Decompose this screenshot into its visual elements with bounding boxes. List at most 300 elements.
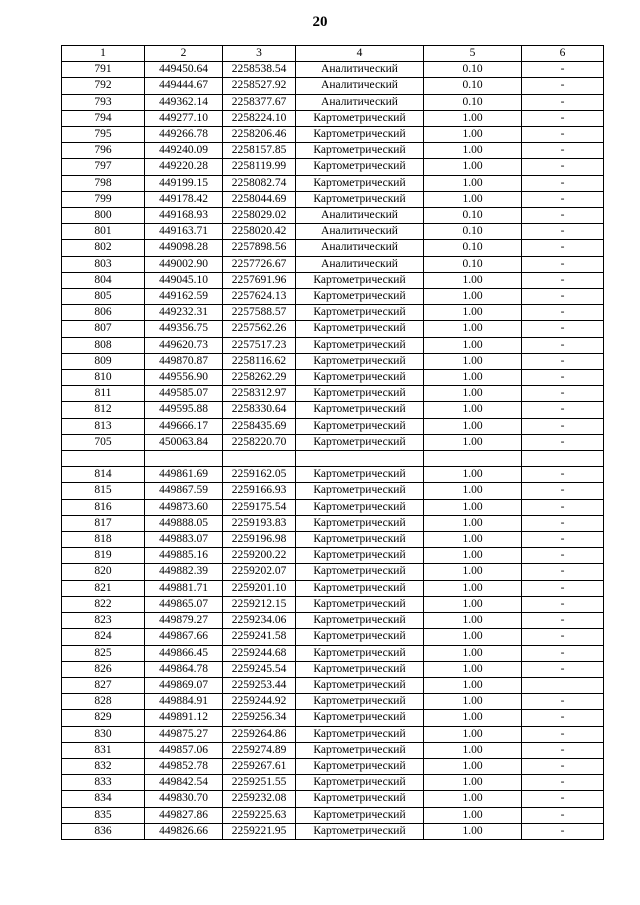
- precision-cell: 1.00: [424, 791, 522, 807]
- table-row: [62, 208, 604, 224]
- method-cell: Картометрический: [296, 127, 424, 143]
- method-cell: Аналитический: [296, 208, 424, 224]
- method-cell: Картометрический: [296, 321, 424, 337]
- precision-cell: 1.00: [424, 823, 522, 839]
- point-number-cell: 814: [62, 467, 145, 483]
- precision-cell: 1.00: [424, 305, 522, 321]
- y-coordinate-cell: 2259232.08: [223, 791, 296, 807]
- table-row: [62, 823, 604, 839]
- y-coordinate-cell: 2259201.10: [223, 580, 296, 596]
- table-row: [62, 726, 604, 742]
- method-cell: Картометрический: [296, 661, 424, 677]
- note-cell: -: [522, 694, 604, 710]
- note-cell: -: [522, 224, 604, 240]
- method-cell: Картометрический: [296, 305, 424, 321]
- precision-cell: 1.00: [424, 775, 522, 791]
- x-coordinate-cell: 449864.78: [145, 661, 223, 677]
- point-number-cell: 799: [62, 191, 145, 207]
- x-coordinate-cell: 449362.14: [145, 94, 223, 110]
- point-number-cell: 791: [62, 62, 145, 78]
- method-cell: Картометрический: [296, 694, 424, 710]
- x-coordinate-cell: 449883.07: [145, 532, 223, 548]
- point-number-cell: 832: [62, 758, 145, 774]
- y-coordinate-cell: 2257898.56: [223, 240, 296, 256]
- x-coordinate-cell: 449045.10: [145, 272, 223, 288]
- table-row: [62, 629, 604, 645]
- method-cell: Аналитический: [296, 94, 424, 110]
- note-cell: -: [522, 613, 604, 629]
- x-coordinate-cell: 449444.67: [145, 78, 223, 94]
- x-coordinate-cell: 449852.78: [145, 758, 223, 774]
- precision-cell: 1.00: [424, 807, 522, 823]
- y-coordinate-cell: 2258029.02: [223, 208, 296, 224]
- x-coordinate-cell: 449866.45: [145, 645, 223, 661]
- y-coordinate-cell: 2259202.07: [223, 564, 296, 580]
- point-number-cell: 818: [62, 532, 145, 548]
- y-coordinate-cell: 2259244.92: [223, 694, 296, 710]
- note-cell: -: [522, 499, 604, 515]
- note-cell: -: [522, 823, 604, 839]
- note-cell: -: [522, 483, 604, 499]
- method-cell: Картометрический: [296, 564, 424, 580]
- x-coordinate-cell: 449232.31: [145, 305, 223, 321]
- y-coordinate-cell: 2258538.54: [223, 62, 296, 78]
- y-coordinate-cell: 2259175.54: [223, 499, 296, 515]
- table-row: [62, 289, 604, 305]
- method-cell: Аналитический: [296, 62, 424, 78]
- method-cell: Картометрический: [296, 159, 424, 175]
- method-cell: Картометрический: [296, 434, 424, 450]
- method-cell: Картометрический: [296, 742, 424, 758]
- y-coordinate-cell: 2259212.15: [223, 596, 296, 612]
- table-row: [62, 191, 604, 207]
- method-cell: Аналитический: [296, 256, 424, 272]
- note-cell: -: [522, 548, 604, 564]
- table-row: [62, 272, 604, 288]
- note-cell: -: [522, 402, 604, 418]
- note-cell: -: [522, 191, 604, 207]
- method-cell: Картометрический: [296, 515, 424, 531]
- point-number-cell: 825: [62, 645, 145, 661]
- y-coordinate-cell: 2258377.67: [223, 94, 296, 110]
- y-coordinate-cell: 2259225.63: [223, 807, 296, 823]
- table-row: [62, 758, 604, 774]
- x-coordinate-cell: 449450.64: [145, 62, 223, 78]
- precision-cell: 1.00: [424, 127, 522, 143]
- precision-cell: 1.00: [424, 386, 522, 402]
- y-coordinate-cell: 2258312.97: [223, 386, 296, 402]
- point-number-cell: 812: [62, 402, 145, 418]
- method-cell: Аналитический: [296, 78, 424, 94]
- y-coordinate-cell: 2259274.89: [223, 742, 296, 758]
- column-header: 1: [62, 46, 145, 62]
- note-cell: -: [522, 661, 604, 677]
- x-coordinate-cell: 449888.05: [145, 515, 223, 531]
- point-number-cell: 813: [62, 418, 145, 434]
- precision-cell: 1.00: [424, 272, 522, 288]
- note-cell: -: [522, 418, 604, 434]
- note-cell: -: [522, 78, 604, 94]
- x-coordinate-cell: 449879.27: [145, 613, 223, 629]
- point-number-cell: 833: [62, 775, 145, 791]
- y-coordinate-cell: 2258206.46: [223, 127, 296, 143]
- y-coordinate-cell: 2258262.29: [223, 370, 296, 386]
- note-cell: -: [522, 532, 604, 548]
- y-coordinate-cell: 2259241.58: [223, 629, 296, 645]
- y-coordinate-cell: 2259221.95: [223, 823, 296, 839]
- point-number-cell: 826: [62, 661, 145, 677]
- note-cell: -: [522, 256, 604, 272]
- method-cell: Картометрический: [296, 726, 424, 742]
- y-coordinate-cell: 2257517.23: [223, 337, 296, 353]
- table-row: [62, 710, 604, 726]
- precision-cell: 0.10: [424, 94, 522, 110]
- x-coordinate-cell: 449220.28: [145, 159, 223, 175]
- x-coordinate-cell: 449884.91: [145, 694, 223, 710]
- x-coordinate-cell: 449885.16: [145, 548, 223, 564]
- method-cell: Картометрический: [296, 337, 424, 353]
- y-coordinate-cell: 2258119.99: [223, 159, 296, 175]
- x-coordinate-cell: 449666.17: [145, 418, 223, 434]
- x-coordinate-cell: 449891.12: [145, 710, 223, 726]
- table-row: [62, 386, 604, 402]
- point-number-cell: 823: [62, 613, 145, 629]
- precision-cell: 1.00: [424, 580, 522, 596]
- y-coordinate-cell: 2258330.64: [223, 402, 296, 418]
- y-coordinate-cell: 2258157.85: [223, 143, 296, 159]
- y-coordinate-cell: 2258220.70: [223, 434, 296, 450]
- table-row: [62, 742, 604, 758]
- method-cell: Картометрический: [296, 143, 424, 159]
- precision-cell: 1.00: [424, 613, 522, 629]
- table-row: [62, 353, 604, 369]
- method-cell: Картометрический: [296, 402, 424, 418]
- precision-cell: 1.00: [424, 564, 522, 580]
- x-coordinate-cell: 450063.84: [145, 434, 223, 450]
- x-coordinate-cell: 449556.90: [145, 370, 223, 386]
- note-cell: -: [522, 791, 604, 807]
- y-coordinate-cell: 2257691.96: [223, 272, 296, 288]
- precision-cell: [424, 451, 522, 467]
- note-cell: -: [522, 159, 604, 175]
- y-coordinate-cell: 2259193.83: [223, 515, 296, 531]
- point-number-cell: 828: [62, 694, 145, 710]
- note-cell: -: [522, 240, 604, 256]
- y-coordinate-cell: 2257562.26: [223, 321, 296, 337]
- point-number-cell: 806: [62, 305, 145, 321]
- note-cell: -: [522, 596, 604, 612]
- table-row: [62, 791, 604, 807]
- note-cell: -: [522, 370, 604, 386]
- table-row: [62, 240, 604, 256]
- point-number-cell: 800: [62, 208, 145, 224]
- y-coordinate-cell: 2258082.74: [223, 175, 296, 191]
- note-cell: -: [522, 143, 604, 159]
- note-cell: -: [522, 726, 604, 742]
- note-cell: -: [522, 208, 604, 224]
- precision-cell: 1.00: [424, 726, 522, 742]
- table-row: [62, 370, 604, 386]
- precision-cell: 1.00: [424, 159, 522, 175]
- note-cell: -: [522, 386, 604, 402]
- x-coordinate-cell: 449870.87: [145, 353, 223, 369]
- x-coordinate-cell: 449869.07: [145, 677, 223, 693]
- x-coordinate-cell: 449861.69: [145, 467, 223, 483]
- point-number-cell: 819: [62, 548, 145, 564]
- point-number-cell: 797: [62, 159, 145, 175]
- precision-cell: 0.10: [424, 224, 522, 240]
- method-cell: Картометрический: [296, 386, 424, 402]
- x-coordinate-cell: [145, 451, 223, 467]
- precision-cell: 1.00: [424, 175, 522, 191]
- note-cell: -: [522, 62, 604, 78]
- precision-cell: 0.10: [424, 62, 522, 78]
- table-row: [62, 418, 604, 434]
- table-row: [62, 661, 604, 677]
- note-cell: -: [522, 337, 604, 353]
- note-cell: -: [522, 564, 604, 580]
- x-coordinate-cell: 449842.54: [145, 775, 223, 791]
- x-coordinate-cell: 449826.66: [145, 823, 223, 839]
- precision-cell: 1.00: [424, 758, 522, 774]
- point-number-cell: 801: [62, 224, 145, 240]
- precision-cell: 1.00: [424, 191, 522, 207]
- point-number-cell: 816: [62, 499, 145, 515]
- precision-cell: 1.00: [424, 710, 522, 726]
- table-row: [62, 175, 604, 191]
- y-coordinate-cell: 2259253.44: [223, 677, 296, 693]
- method-cell: Картометрический: [296, 677, 424, 693]
- table-row: [62, 402, 604, 418]
- table-row: [62, 775, 604, 791]
- point-number-cell: 798: [62, 175, 145, 191]
- precision-cell: 1.00: [424, 483, 522, 499]
- precision-cell: 1.00: [424, 370, 522, 386]
- y-coordinate-cell: 2258020.42: [223, 224, 296, 240]
- table-row: [62, 613, 604, 629]
- y-coordinate-cell: [223, 451, 296, 467]
- precision-cell: 1.00: [424, 143, 522, 159]
- method-cell: [296, 451, 424, 467]
- x-coordinate-cell: 449585.07: [145, 386, 223, 402]
- y-coordinate-cell: 2258527.92: [223, 78, 296, 94]
- table-row: [62, 224, 604, 240]
- y-coordinate-cell: 2259245.54: [223, 661, 296, 677]
- method-cell: Картометрический: [296, 580, 424, 596]
- x-coordinate-cell: 449199.15: [145, 175, 223, 191]
- y-coordinate-cell: 2259264.86: [223, 726, 296, 742]
- note-cell: -: [522, 807, 604, 823]
- note-cell: -: [522, 710, 604, 726]
- table-row: [62, 694, 604, 710]
- table-row: [62, 532, 604, 548]
- method-cell: Картометрический: [296, 629, 424, 645]
- point-number-cell: 836: [62, 823, 145, 839]
- note-cell: -: [522, 289, 604, 305]
- point-number-cell: 793: [62, 94, 145, 110]
- note-cell: -: [522, 272, 604, 288]
- point-number-cell: 810: [62, 370, 145, 386]
- table-row: [62, 807, 604, 823]
- method-cell: Картометрический: [296, 499, 424, 515]
- table-row: [62, 499, 604, 515]
- table-row: [62, 580, 604, 596]
- point-number-cell: 831: [62, 742, 145, 758]
- note-cell: -: [522, 175, 604, 191]
- method-cell: Картометрический: [296, 548, 424, 564]
- precision-cell: 1.00: [424, 353, 522, 369]
- x-coordinate-cell: 449875.27: [145, 726, 223, 742]
- table-row: [62, 321, 604, 337]
- table-row: [62, 78, 604, 94]
- x-coordinate-cell: 449178.42: [145, 191, 223, 207]
- precision-cell: 1.00: [424, 645, 522, 661]
- point-number-cell: 829: [62, 710, 145, 726]
- table-row: [62, 94, 604, 110]
- precision-cell: 1.00: [424, 515, 522, 531]
- point-number-cell: 796: [62, 143, 145, 159]
- x-coordinate-cell: 449865.07: [145, 596, 223, 612]
- y-coordinate-cell: 2257726.67: [223, 256, 296, 272]
- y-coordinate-cell: 2259234.06: [223, 613, 296, 629]
- note-cell: -: [522, 305, 604, 321]
- x-coordinate-cell: 449881.71: [145, 580, 223, 596]
- precision-cell: 1.00: [424, 596, 522, 612]
- point-number-cell: 820: [62, 564, 145, 580]
- precision-cell: 1.00: [424, 434, 522, 450]
- x-coordinate-cell: 449240.09: [145, 143, 223, 159]
- note-cell: -: [522, 742, 604, 758]
- page-number: 20: [312, 14, 328, 30]
- table-row: [62, 645, 604, 661]
- table-body: [62, 62, 604, 840]
- y-coordinate-cell: 2257624.13: [223, 289, 296, 305]
- note-cell: -: [522, 110, 604, 126]
- x-coordinate-cell: 449620.73: [145, 337, 223, 353]
- method-cell: Картометрический: [296, 110, 424, 126]
- point-number-cell: 834: [62, 791, 145, 807]
- x-coordinate-cell: 449162.59: [145, 289, 223, 305]
- x-coordinate-cell: 449882.39: [145, 564, 223, 580]
- point-number-cell: 808: [62, 337, 145, 353]
- table-row: [62, 434, 604, 450]
- point-number-cell: 705: [62, 434, 145, 450]
- y-coordinate-cell: 2259256.34: [223, 710, 296, 726]
- point-number-cell: 795: [62, 127, 145, 143]
- table-row: [62, 305, 604, 321]
- point-number-cell: 805: [62, 289, 145, 305]
- note-cell: [522, 451, 604, 467]
- column-header: 6: [522, 46, 604, 62]
- note-cell: -: [522, 94, 604, 110]
- x-coordinate-cell: 449827.86: [145, 807, 223, 823]
- table-row: [62, 337, 604, 353]
- precision-cell: 1.00: [424, 677, 522, 693]
- table-row: [62, 515, 604, 531]
- method-cell: Картометрический: [296, 532, 424, 548]
- point-number-cell: 817: [62, 515, 145, 531]
- note-cell: -: [522, 758, 604, 774]
- table-row: [62, 548, 604, 564]
- method-cell: Картометрический: [296, 418, 424, 434]
- table-row: [62, 110, 604, 126]
- point-number-cell: 821: [62, 580, 145, 596]
- precision-cell: 1.00: [424, 499, 522, 515]
- y-coordinate-cell: 2259166.93: [223, 483, 296, 499]
- x-coordinate-cell: 449873.60: [145, 499, 223, 515]
- note-cell: -: [522, 515, 604, 531]
- table-row: [62, 127, 604, 143]
- precision-cell: 1.00: [424, 321, 522, 337]
- method-cell: Картометрический: [296, 272, 424, 288]
- precision-cell: 0.10: [424, 256, 522, 272]
- table-row: [62, 62, 604, 78]
- method-cell: Картометрический: [296, 370, 424, 386]
- precision-cell: 1.00: [424, 548, 522, 564]
- note-cell: -: [522, 127, 604, 143]
- method-cell: Аналитический: [296, 224, 424, 240]
- precision-cell: 0.10: [424, 78, 522, 94]
- method-cell: Картометрический: [296, 467, 424, 483]
- column-header: 2: [145, 46, 223, 62]
- y-coordinate-cell: 2259200.22: [223, 548, 296, 564]
- point-number-cell: 809: [62, 353, 145, 369]
- note-cell: -: [522, 434, 604, 450]
- x-coordinate-cell: 449867.59: [145, 483, 223, 499]
- note-cell: -: [522, 645, 604, 661]
- y-coordinate-cell: 2259251.55: [223, 775, 296, 791]
- point-number-cell: 815: [62, 483, 145, 499]
- point-number-cell: 827: [62, 677, 145, 693]
- table-row: [62, 467, 604, 483]
- method-cell: Картометрический: [296, 353, 424, 369]
- table-row: [62, 596, 604, 612]
- precision-cell: 0.10: [424, 208, 522, 224]
- precision-cell: 1.00: [424, 694, 522, 710]
- x-coordinate-cell: 449595.88: [145, 402, 223, 418]
- point-number-cell: 792: [62, 78, 145, 94]
- point-number-cell: 811: [62, 386, 145, 402]
- method-cell: Картометрический: [296, 483, 424, 499]
- y-coordinate-cell: 2259267.61: [223, 758, 296, 774]
- table-row: [62, 677, 604, 693]
- precision-cell: 1.00: [424, 402, 522, 418]
- table-row: [62, 256, 604, 272]
- table-row: [62, 159, 604, 175]
- method-cell: Картометрический: [296, 791, 424, 807]
- method-cell: Картометрический: [296, 758, 424, 774]
- note-cell: -: [522, 775, 604, 791]
- note-cell: -: [522, 353, 604, 369]
- point-number-cell: 822: [62, 596, 145, 612]
- x-coordinate-cell: 449867.66: [145, 629, 223, 645]
- y-coordinate-cell: 2258224.10: [223, 110, 296, 126]
- method-cell: Картометрический: [296, 710, 424, 726]
- precision-cell: 1.00: [424, 742, 522, 758]
- y-coordinate-cell: 2258435.69: [223, 418, 296, 434]
- precision-cell: 1.00: [424, 467, 522, 483]
- note-cell: -: [522, 629, 604, 645]
- point-number-cell: 804: [62, 272, 145, 288]
- y-coordinate-cell: 2258044.69: [223, 191, 296, 207]
- point-number-cell: 824: [62, 629, 145, 645]
- precision-cell: 0.10: [424, 240, 522, 256]
- x-coordinate-cell: 449002.90: [145, 256, 223, 272]
- y-coordinate-cell: 2258116.62: [223, 353, 296, 369]
- point-number-cell: [62, 451, 145, 467]
- x-coordinate-cell: 449830.70: [145, 791, 223, 807]
- point-number-cell: 830: [62, 726, 145, 742]
